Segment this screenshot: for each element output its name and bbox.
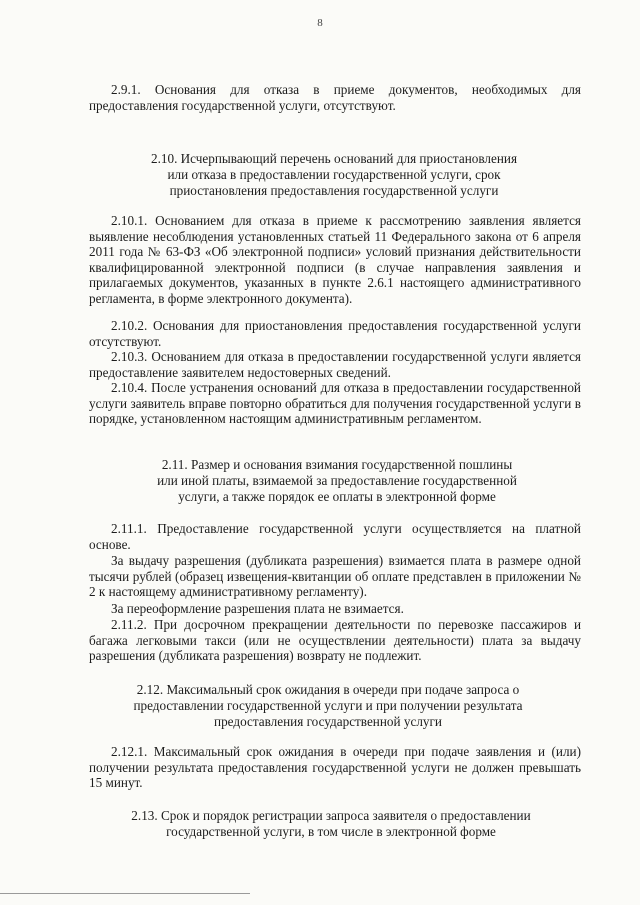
paragraph-2-11-1: 2.11.1. Предоставление государственной услуги осуществляется на платной основе.: [89, 521, 581, 552]
heading-line: услуги, а также порядок ее оплаты в электронной форме: [178, 489, 496, 504]
section-heading-2-10: [108, 151, 560, 199]
heading-line: государственной услуги, в том числе в электронной форме: [166, 824, 496, 839]
section-heading-2-13: [96, 808, 566, 840]
paragraph-2-10-2: 2.10.2. Основания для приостановления предоставления государственной услуги отсутствуют.: [89, 318, 581, 349]
paragraph-fee: За выдачу разрешения (дубликата разрешения) взимается плата в размере одной тысячи рублей (образец извещения-квитанции об оплате представлен в приложении № 2 к настоящему административному регламенту).: [89, 553, 581, 600]
page-number: 8: [317, 17, 323, 29]
section-heading-2-11: [112, 457, 562, 505]
scan-edge-line: [0, 893, 250, 894]
paragraph-reissue: За переоформление разрешения плата не взимается.: [111, 601, 404, 616]
paragraph-2-9-1: 2.9.1. Основания для отказа в приеме документов, необходимых для предоставления государственной услуги, отсутствуют.: [89, 82, 581, 113]
heading-line: 2.10. Исчерпывающий перечень оснований для приостановления: [150, 151, 518, 166]
heading-line: 2.11. Размер и основания взимания государственной пошлины: [161, 457, 513, 472]
heading-line: или иной платы, взимаемой за предоставление государственной: [157, 473, 517, 488]
paragraph-2-11-2: 2.11.2. При досрочном прекращении деятельности по перевозке пассажиров и багажа легковыми такси (или не осуществлении деятельности) плата за выдачу разрешения (дубликата разрешения) возврату не подлежит.: [89, 617, 581, 664]
paragraph-2-10-1: 2.10.1. Основанием для отказа в приеме к рассмотрению заявления является выявление несоблюдения установленных статьей 11 Федерального закона от 6 апреля 2011 года № 63-ФЗ «Об электронной подписи» условий признания действительности квалифицированной электронной подписи (в случае направления заявления и прилагаемых документов, указанных в пункте 2.6.1 настоящего административного регламента, в форме электронного документа).: [89, 213, 581, 306]
heading-line: 2.13. Срок и порядок регистрации запроса заявителя о предоставлении: [131, 808, 531, 823]
paragraph-2-10-3: 2.10.3. Основанием для отказа в предоставлении государственной услуги является предоставление заявителем недостоверных сведений.: [89, 349, 581, 380]
heading-line: или отказа в предоставлении государственной услуги, срок: [167, 167, 501, 182]
heading-line: предоставления государственной услуги: [214, 714, 442, 729]
section-heading-2-12: [93, 682, 563, 730]
paragraph-2-12-1: 2.12.1. Максимальный срок ожидания в очереди при подаче заявления и (или) получении результата предоставления государственной услуги не должен превышать 15 минут.: [89, 744, 581, 791]
heading-line: приостановления предоставления государственной услуги: [169, 183, 499, 198]
paragraph-2-10-4: 2.10.4. После устранения оснований для отказа в предоставлении государственной услуги заявитель вправе повторно обратиться для получения государственной услуги в порядке, установленном настоящим административным регламентом.: [89, 380, 581, 427]
heading-line: предоставлении государственной услуги и при получении результата: [133, 698, 523, 713]
heading-line: 2.12. Максимальный срок ожидания в очереди при подаче запроса о: [136, 682, 520, 697]
